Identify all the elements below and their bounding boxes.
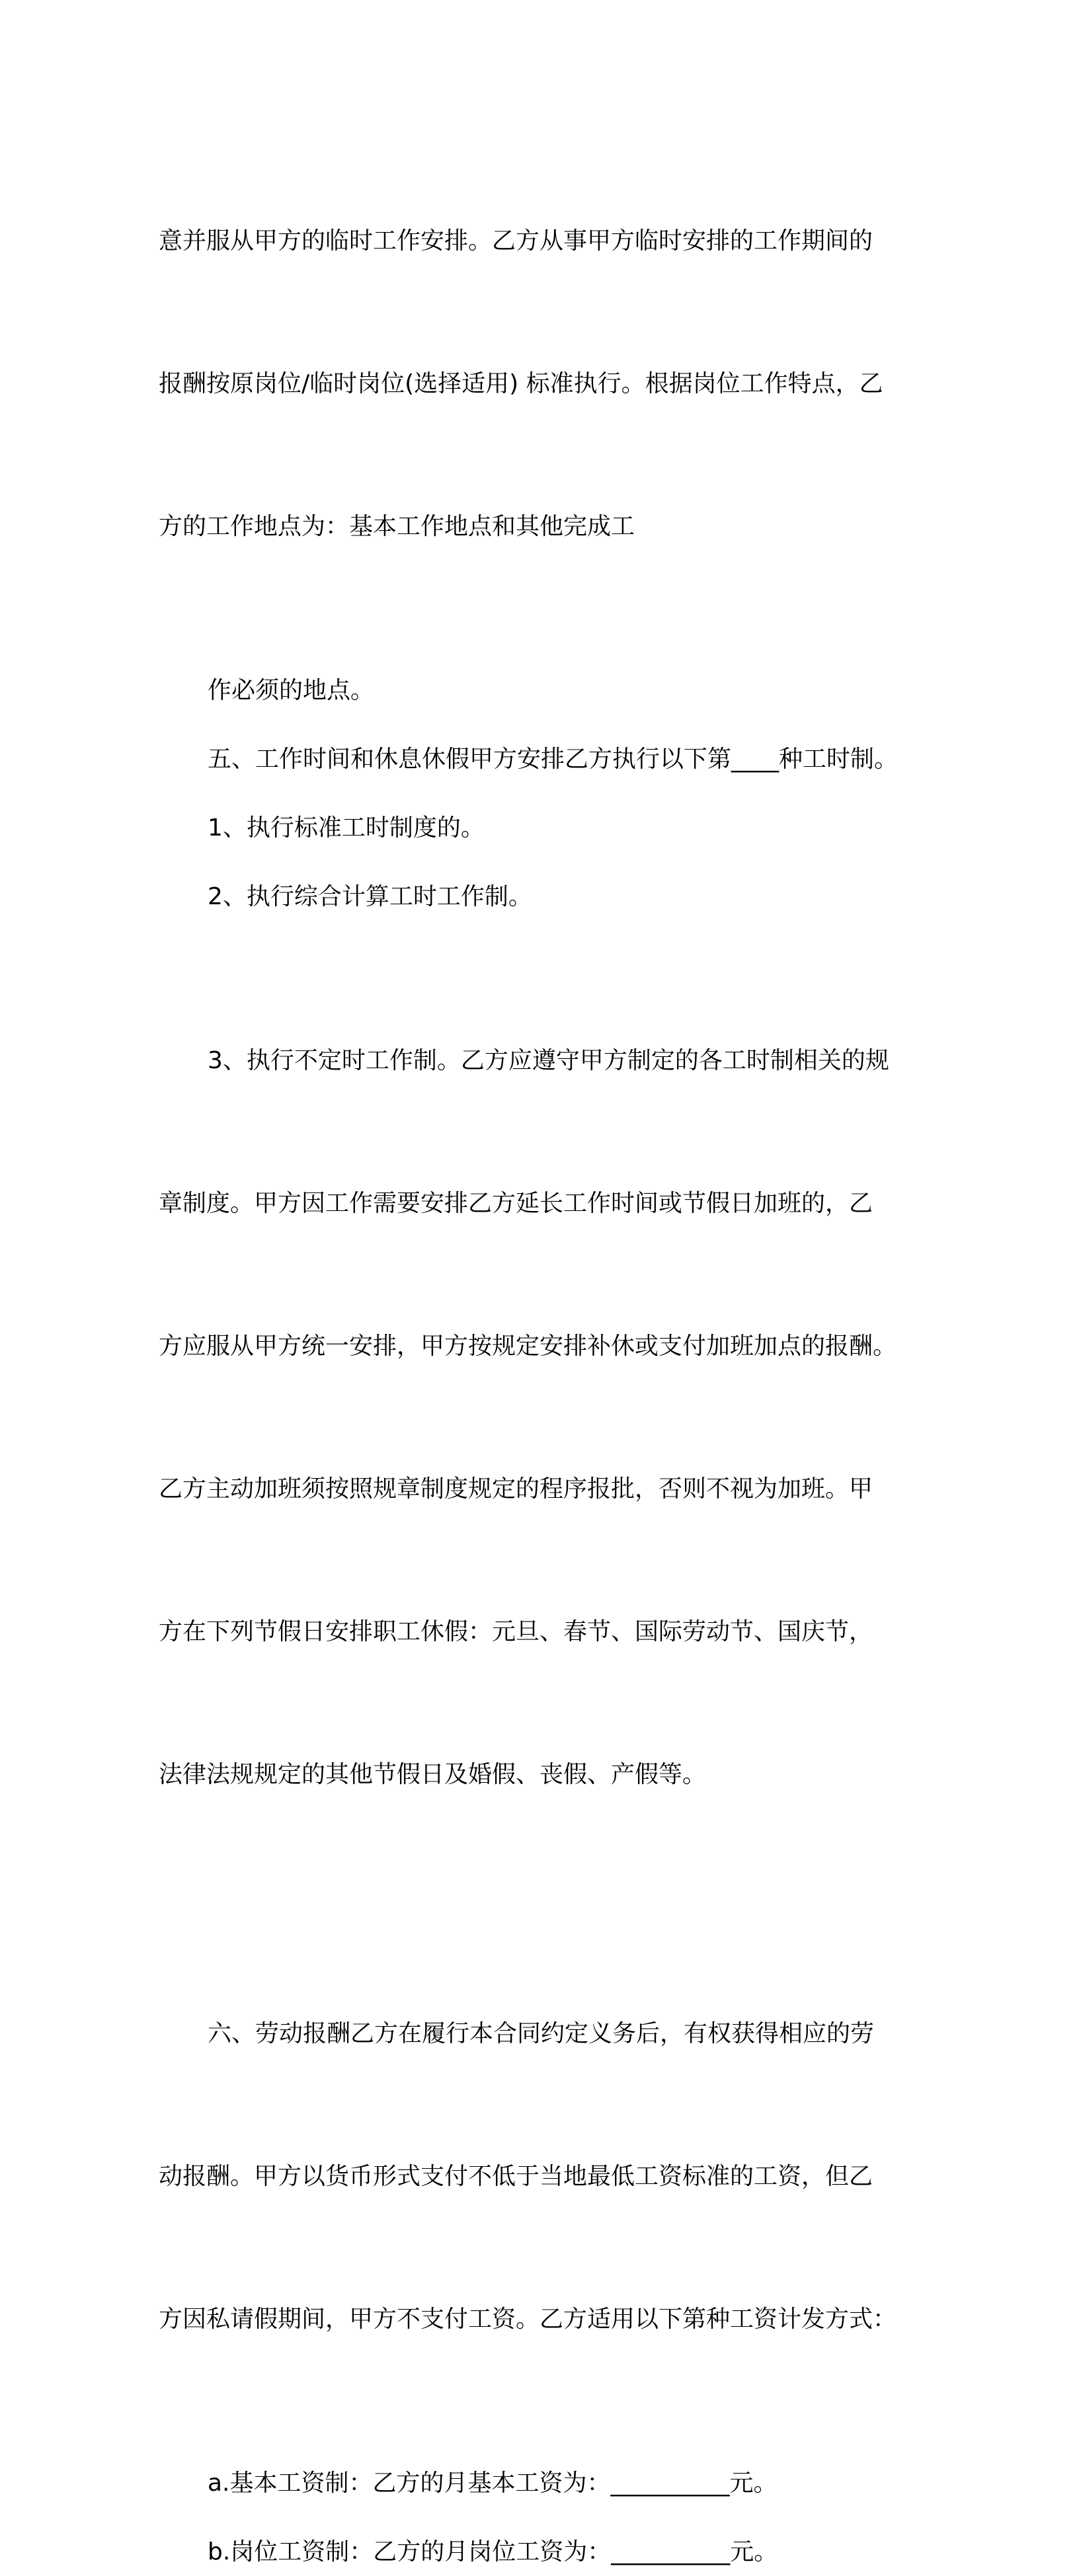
text-line: 3、执行不定时工作制。乙方应遵守甲方制定的各工时制相关的规	[208, 1047, 889, 1074]
text-line: 法律法规规定的其他节假日及婚假、丧假、产假等。	[159, 1761, 707, 1788]
section-5-title: 五、工作时间和休息休假甲方安排乙方执行以下第____种工时制。	[208, 746, 899, 773]
paragraph-work-location-end: 作必须的地点。	[208, 677, 375, 704]
paragraph-work-arrangement	[159, 122, 912, 646]
text-line: 方的工作地点为：基本工作地点和其他完成工	[159, 513, 635, 540]
item-b-position-salary: b.岗位工资制：乙方的月岗位工资为：__________元。	[208, 2538, 778, 2565]
document-body	[159, 122, 912, 2576]
text-line: 方应服从甲方统一安排，甲方按规定安排补休或支付加班加点的报酬。	[159, 1333, 897, 1360]
text-line: 动报酬。甲方以货币形式支付不低于当地最低工资标准的工资，但乙	[159, 2163, 873, 2190]
text-line: 报酬按原岗位/临时岗位(选择适用) 标准执行。根据岗位工作特点，乙	[159, 370, 883, 397]
text-line: 六、劳动报酬乙方在履行本合同约定义务后，有权获得相应的劳	[208, 2020, 875, 2047]
section-6-remuneration	[159, 1915, 912, 2439]
text-line: 方因私请假期间，甲方不支付工资。乙方适用以下第种工资计发方式：	[159, 2306, 897, 2333]
text-line: 乙方主动加班须按照规章制度规定的程序报批，否则不视为加班。甲	[159, 1475, 873, 1503]
text-line: 方在下列节假日安排职工休假：元旦、春节、国际劳动节、国庆节，	[159, 1618, 873, 1645]
list-item-2: 2、执行综合计算工时工作制。	[208, 883, 532, 910]
item-a-basic-salary: a.基本工资制：乙方的月基本工资为：__________元。	[208, 2470, 778, 2497]
text-line: 章制度。甲方因工作需要安排乙方延长工作时间或节假日加班的，乙	[159, 1190, 873, 1217]
list-item-3	[159, 942, 912, 1894]
text-line: 意并服从甲方的临时工作安排。乙方从事甲方临时安排的工作期间的	[159, 227, 873, 254]
list-item-1: 1、执行标准工时制度的。	[208, 814, 485, 841]
